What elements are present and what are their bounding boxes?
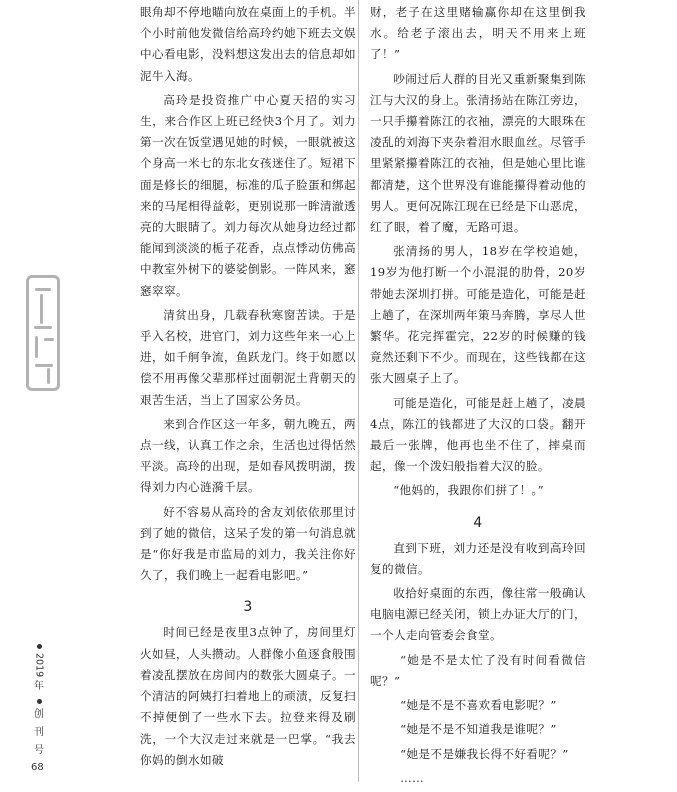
- right-column: [370, 2, 586, 792]
- left-column: [140, 2, 356, 774]
- section-number: 3: [243, 599, 253, 616]
- decorative-seal-icon: [26, 275, 60, 391]
- paragraph: “她是不是嫌我长得不好看呢？”: [400, 746, 569, 761]
- paragraph: 好不容易从高玲的舍友刘依依那里讨到了她的微信，这呆子发的第一句消息就是“你好我是市监局的刘力，我关注你好久了，我们晚上一起看电影吧。”: [140, 504, 356, 583]
- paragraph: 可能是造化，可能是赶上趟了，凌晨4点，陈江的钱都进了大汉的口袋。翻开最后一张牌，他再也坐不住了，摔桌而起，像一个泼妇般指着大汉的脸。: [370, 395, 586, 474]
- paragraph: 清贫出身，几载春秋寒窗苦读。于是乎入名校，进官门，刘力这些年来一心上进，如千舸争流，鱼跃龙门。终于如愿以偿不用再像父辈那样过面朝泥土背朝天的艰苦生活，当上了国家公务员。: [140, 307, 356, 407]
- column-divider: [358, 0, 359, 782]
- paragraph: 财，老子在这里赌输赢你却在这里倒我水。给老子滚出去，明天不用来上班了！”: [370, 5, 586, 62]
- page-number: 68: [31, 762, 44, 773]
- sidebar-year-suffix: 年: [34, 681, 44, 693]
- sidebar-journal-char: 创: [34, 709, 44, 721]
- paragraph: ……: [400, 770, 425, 785]
- paragraph: “他妈的，我跟你们拼了！。”: [393, 483, 544, 498]
- sidebar-issue-label: [32, 644, 46, 757]
- sidebar-journal-char: 刊: [34, 727, 44, 739]
- paragraph: 收拾好桌面的东西，像往常一般确认电脑电源已经关闭，锁上办证大厅的门，一个人走向管委会食堂。: [370, 586, 586, 643]
- bullet-dot-icon: [37, 644, 42, 649]
- paragraph: 吵闹过后人群的目光又重新聚集到陈江与大汉的身上。张清扬站在陈江旁边，一只手攥着陈江的衣袖，漂亮的大眼珠在凌乱的刘海下夹杂着泪水眼血丝。尽管手里紧紧攥着陈江的衣袖，但是她心里比谁都清楚，这个世界没有谁能攥得着动他的男人。更何况陈江现在已经是下山恶虎，红了眼，着了魔，无路可退。: [370, 71, 586, 235]
- paragraph: 直到下班，刘力还是没有收到高玲回复的微信。: [370, 540, 586, 576]
- paragraph: 高玲是投资推广中心夏天招的实习生，来合作区上班已经快3个月了。刘力第一次在饭堂遇见她的时候，一眼就被这个身高一米七的东北女孩迷住了。短裙下面是修长的细腿，标准的瓜子脸蛋和绑起来的马尾相得益彰，更别说那一眸清澈透亮的大眼睛了。刘力每次从她身边经过都能闻到淡淡的栀子花香，点点悸动仿佛高中教室外树下的婆娑倒影。一阵风来，窸窸窣窣。: [140, 92, 356, 298]
- paragraph: 时间已经是夜里3点钟了，房间里灯火如昼，人头攒动。人群像小鱼逐食般围着凌乱摆放在房间内的数张大圆桌子。一个清洁的阿姨打扫着地上的顽渍，反复扫不掉便倒了一些水下去。拉登来得及刷洗，一个大汉走过来就是一巴掌。“我去你妈的倒水如破: [140, 625, 356, 767]
- paragraph: 张清扬的男人，18岁在学校追她，19岁为他打断一个小混混的肋骨，20岁带她去深圳打拼。可能是造化，可能是赶上趟了，在深圳两年策马奔腾，享尽人世繁华。花完挥霍完，22岁的时候赚的钱竟然还剩下不少。而现在，这些钱都在这张大圆桌子上了。: [370, 244, 586, 386]
- sidebar-journal-char: 号: [34, 745, 44, 757]
- sidebar-year: 2019: [33, 653, 45, 678]
- paragraph: “她是不是不喜欢看电影呢？”: [400, 698, 557, 713]
- paragraph: 来到合作区这一年多，朝九晚五，两点一线，认真工作之余，生活也过得恬然平淡。高玲的出现，是如春风拨明湖，拨得刘力内心涟漪千层。: [140, 416, 356, 495]
- bullet-dot-icon: [37, 699, 42, 704]
- paragraph: “她是不是不知道我是谁呢？”: [400, 722, 557, 737]
- paragraph: “她是不是太忙了没有时间看微信呢？”: [370, 652, 586, 688]
- section-number: 4: [473, 514, 483, 531]
- paragraph: 眼角却不停地瞄向放在桌面上的手机。半个小时前他发微信给高玲约她下班去文娱中心看电影，没料想这发出去的信息却如泥牛入海。: [140, 5, 356, 83]
